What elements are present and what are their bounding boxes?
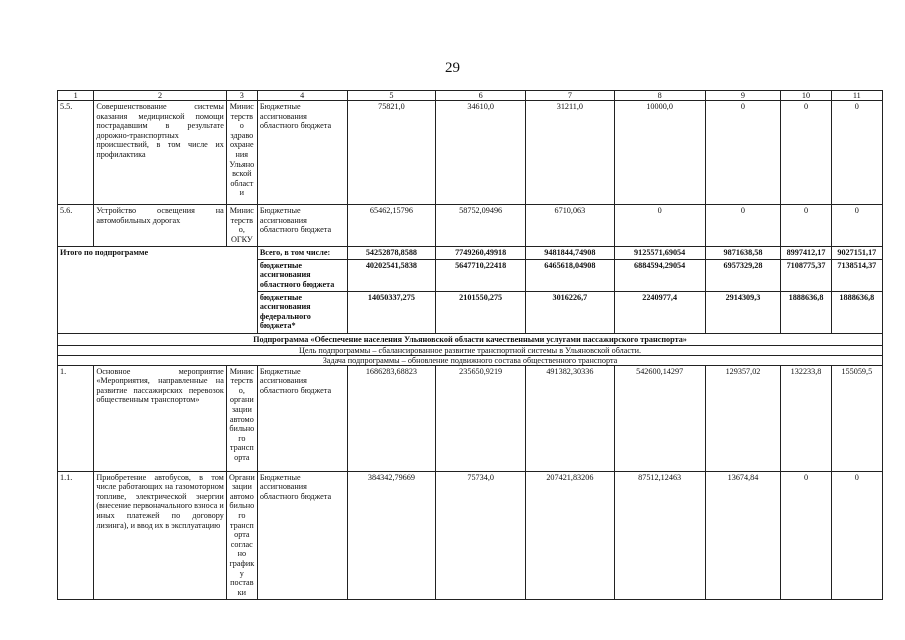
col-num-1: 1 (58, 91, 94, 101)
row-value: 58752,09496 (436, 205, 526, 247)
total-value: 8997412,17 (781, 247, 831, 260)
row-number: 1. (58, 365, 94, 471)
subprogram-goal-row (58, 345, 883, 355)
subprogram-title-row (58, 333, 883, 345)
total-value: 40202541,5838 (347, 259, 436, 291)
total-value: 5647710,22418 (436, 259, 526, 291)
row-value: 0 (705, 205, 781, 247)
row-source: Бюджетные ассигнования областного бюджета (257, 365, 347, 471)
row-value: 75821,0 (347, 101, 436, 205)
total-source: бюджетные ассигнования федерального бюджета* (257, 291, 347, 333)
row-source: Бюджетные ассигнования областного бюджета (257, 205, 347, 247)
row-executor: Организации автомобильного транспорта согласно графику поставки (226, 471, 257, 599)
row-value: 0 (831, 101, 882, 205)
total-value: 2101550,275 (436, 291, 526, 333)
col-num-11: 11 (831, 91, 882, 101)
table-row (58, 205, 883, 247)
total-value: 6957329,28 (705, 259, 781, 291)
total-value: 9871638,58 (705, 247, 781, 260)
row-value: 155059,5 (831, 365, 882, 471)
total-value: 9027151,17 (831, 247, 882, 260)
col-num-3: 3 (226, 91, 257, 101)
col-num-10: 10 (781, 91, 831, 101)
col-num-9: 9 (705, 91, 781, 101)
total-value: 2240977,4 (614, 291, 705, 333)
total-source: Всего, в том числе: (257, 247, 347, 260)
total-value: 14050337,275 (347, 291, 436, 333)
total-source: бюджетные ассигнования областного бюджета (257, 259, 347, 291)
row-name: Устройство освещения на автомобильных дорогах (94, 205, 227, 247)
column-number-row (58, 91, 883, 101)
row-value: 10000,0 (614, 101, 705, 205)
total-value: 6884594,29054 (614, 259, 705, 291)
row-value: 235650,9219 (436, 365, 526, 471)
total-value: 3016226,7 (526, 291, 615, 333)
total-value: 2914309,3 (705, 291, 781, 333)
subprogram-title: Подпрограмма «Обеспечение населения Ульяновской области качественными услугами пассажирского транспорта» (58, 333, 883, 345)
row-value: 0 (831, 471, 882, 599)
row-value: 6710,063 (526, 205, 615, 247)
total-value: 54252878,8588 (347, 247, 436, 260)
col-num-5: 5 (347, 91, 436, 101)
row-value: 0 (705, 101, 781, 205)
row-executor: Министерство здравоохранения Ульяновской области (226, 101, 257, 205)
row-value: 87512,12463 (614, 471, 705, 599)
col-num-7: 7 (526, 91, 615, 101)
total-value: 7108775,37 (781, 259, 831, 291)
row-value: 0 (781, 471, 831, 599)
row-value: 207421,83206 (526, 471, 615, 599)
row-name: Основное мероприятие «Мероприятия, направленные на развитие пассажирских перевозок общественным транспортом» (94, 365, 227, 471)
row-value: 75734,0 (436, 471, 526, 599)
col-num-2: 2 (94, 91, 227, 101)
row-value: 65462,15796 (347, 205, 436, 247)
col-num-4: 4 (257, 91, 347, 101)
table-row (58, 101, 883, 205)
total-value: 7749260,49918 (436, 247, 526, 260)
total-value: 1888636,8 (831, 291, 882, 333)
row-number: 1.1. (58, 471, 94, 599)
row-value: 1686283,68823 (347, 365, 436, 471)
total-value: 1888636,8 (781, 291, 831, 333)
row-value: 0 (614, 205, 705, 247)
row-value: 0 (831, 205, 882, 247)
row-executor: Министерство, ОГКУ (226, 205, 257, 247)
row-value: 34610,0 (436, 101, 526, 205)
budget-table (57, 90, 883, 600)
row-value: 0 (781, 205, 831, 247)
total-label: Итого по подпрограмме (58, 247, 258, 334)
table-row (58, 471, 883, 599)
row-value: 132233,8 (781, 365, 831, 471)
total-value: 9481844,74908 (526, 247, 615, 260)
row-value: 129357,02 (705, 365, 781, 471)
subprogram-task-row (58, 355, 883, 365)
row-executor: Министерство, организации автомобильного транспорта (226, 365, 257, 471)
row-name: Приобретение автобусов, в том числе работающих на газомоторном топливе, электрической энергии (внесение первоначального взноса и иных платежей по договору лизинга), и ввод их в эксплуатацию (94, 471, 227, 599)
row-value: 491382,30336 (526, 365, 615, 471)
total-value: 9125571,69054 (614, 247, 705, 260)
total-value: 7138514,37 (831, 259, 882, 291)
row-value: 0 (781, 101, 831, 205)
row-source: Бюджетные ассигнования областного бюджета (257, 101, 347, 205)
row-value: 384342,79669 (347, 471, 436, 599)
row-source: Бюджетные ассигнования областного бюджета (257, 471, 347, 599)
row-value: 13674,84 (705, 471, 781, 599)
row-name: Совершенствование системы оказания медицинской помощи пострадавшим в результате дорожно-транспортных происшествий, в том числе их профилактика (94, 101, 227, 205)
subprogram-goal: Цель подпрограммы – сбалансированное развитие транспортной системы в Ульяновской области. (58, 345, 883, 355)
total-row (58, 247, 883, 260)
row-number: 5.5. (58, 101, 94, 205)
table-row (58, 365, 883, 471)
subprogram-task: Задача подпрограммы – обновление подвижного состава общественного транспорта (58, 355, 883, 365)
row-number: 5.6. (58, 205, 94, 247)
row-value: 542600,14297 (614, 365, 705, 471)
col-num-8: 8 (614, 91, 705, 101)
page-number: 29 (445, 60, 460, 76)
total-value: 6465618,04908 (526, 259, 615, 291)
row-value: 31211,0 (526, 101, 615, 205)
col-num-6: 6 (436, 91, 526, 101)
